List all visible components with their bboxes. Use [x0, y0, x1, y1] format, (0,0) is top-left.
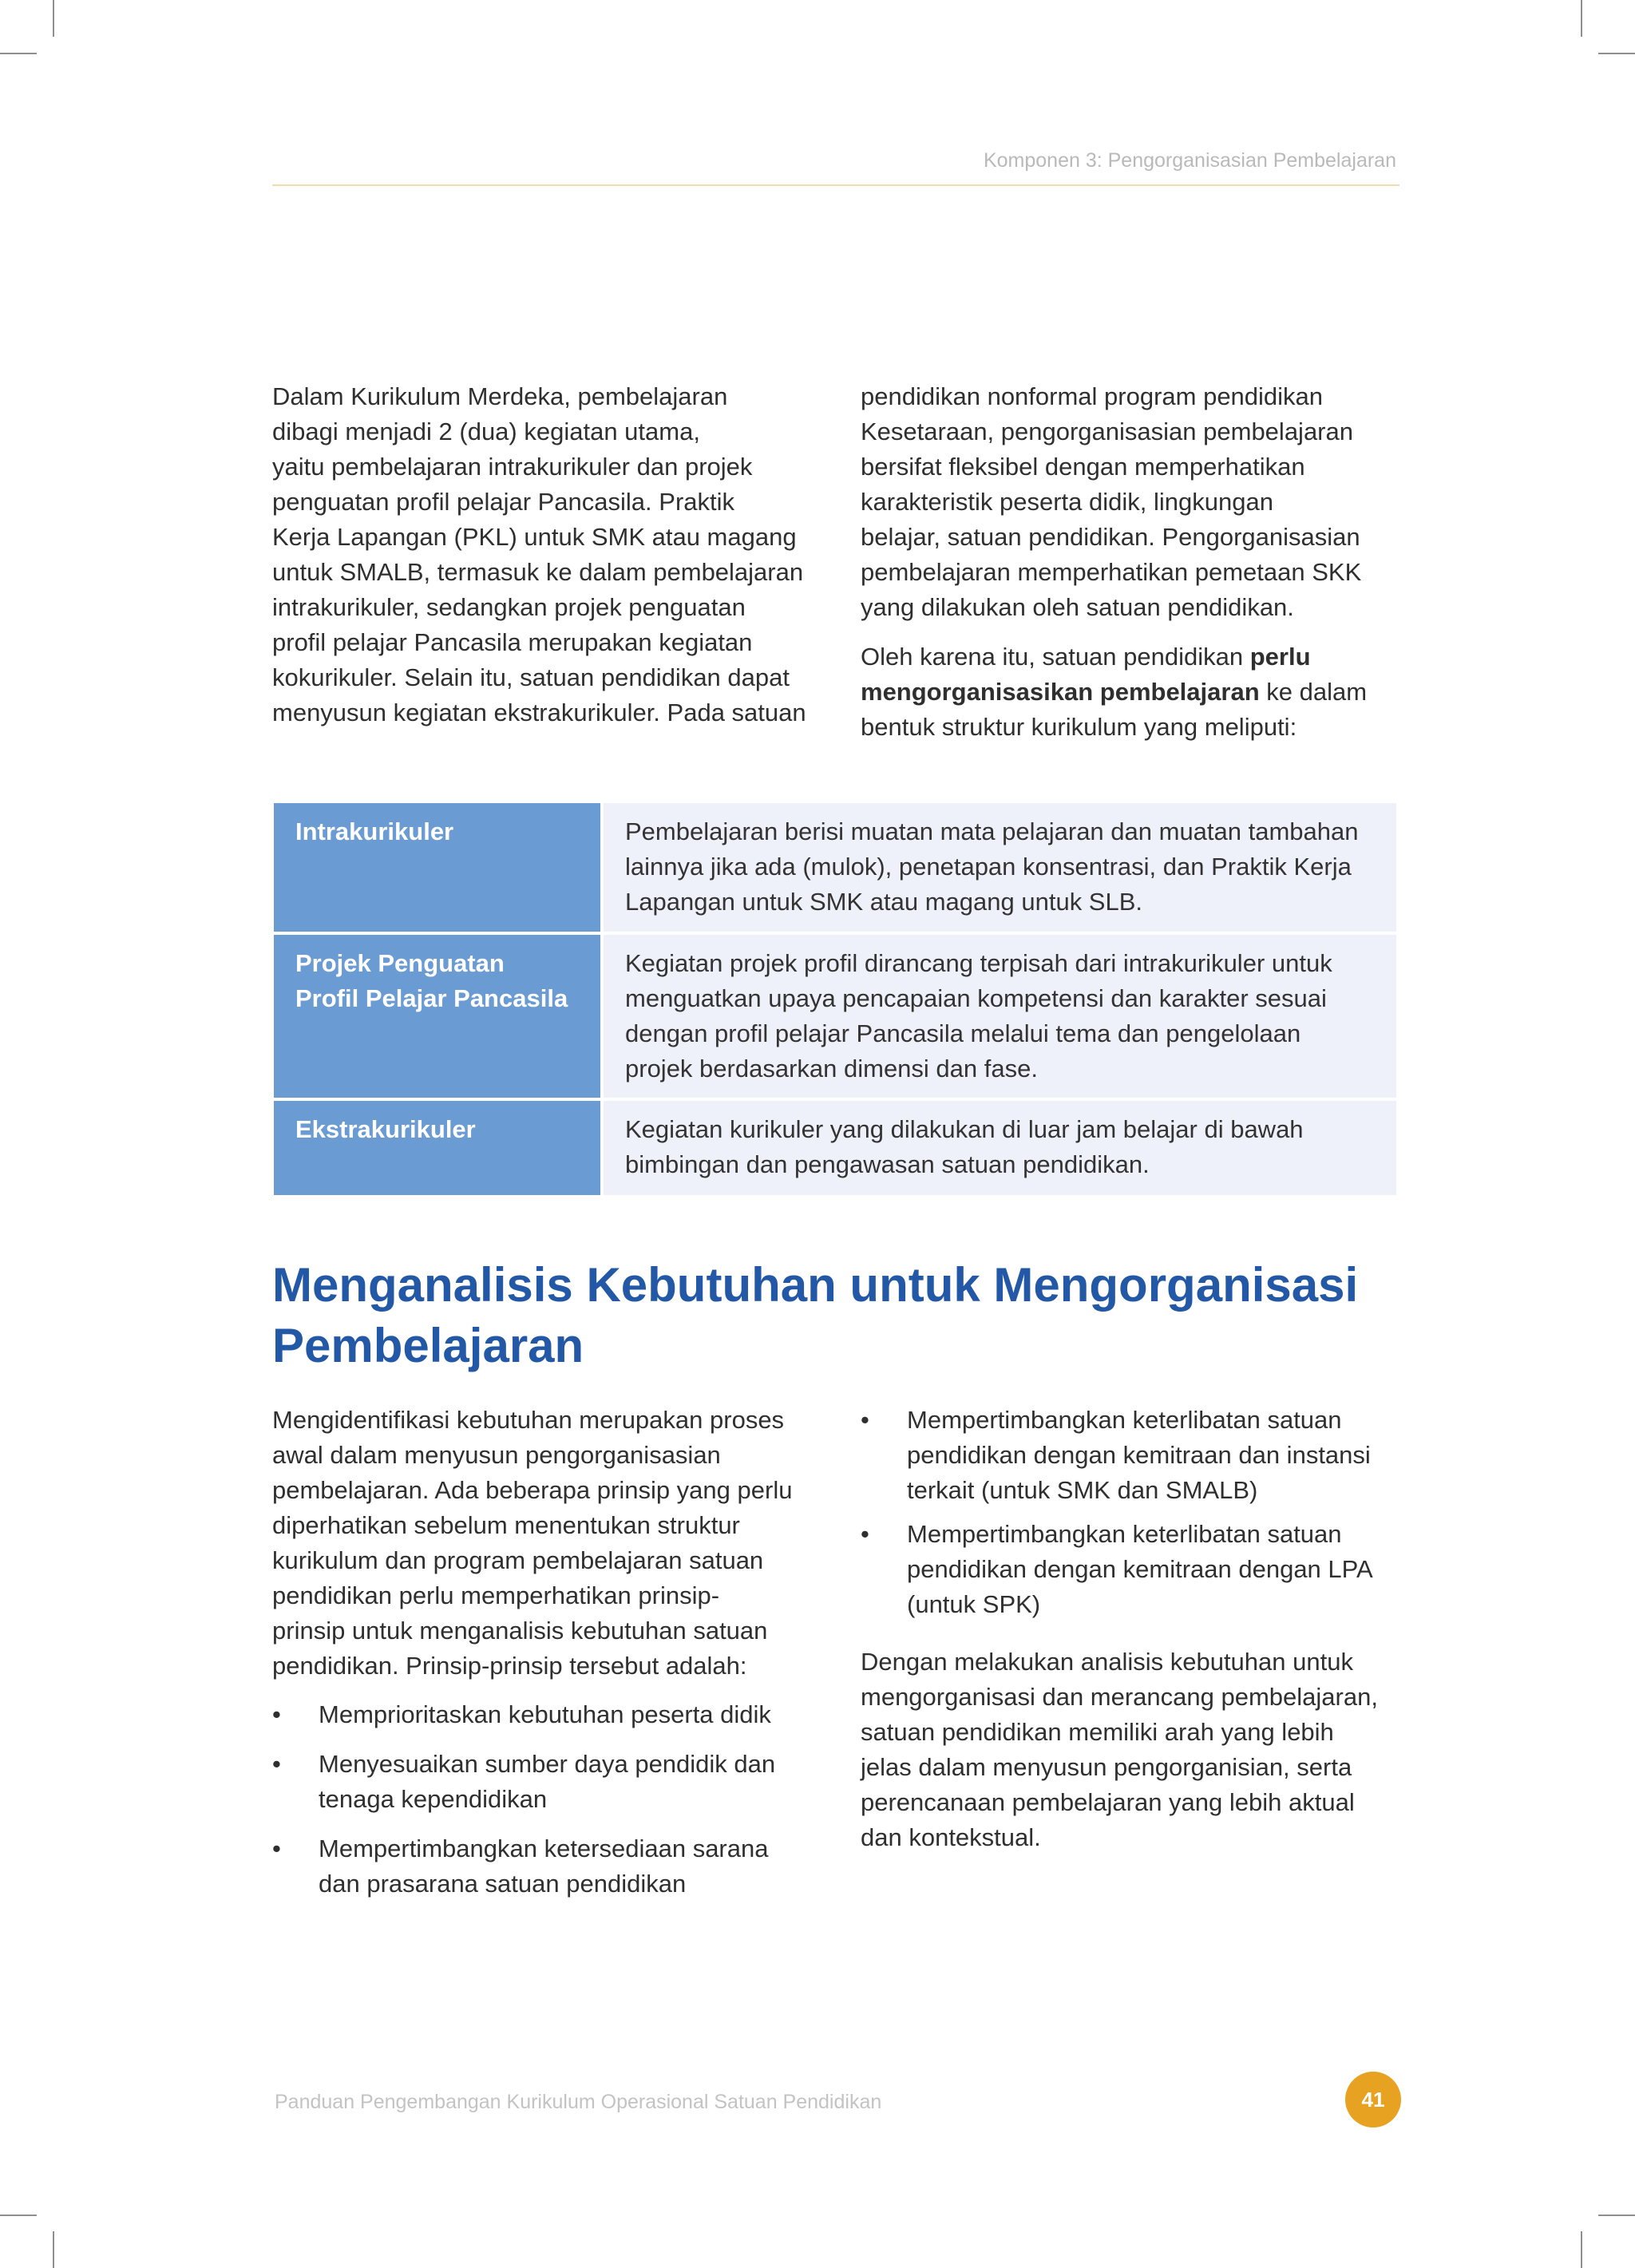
- table-row-label: [274, 803, 600, 932]
- crop-mark-top-right-horizontal: [1598, 53, 1635, 54]
- description-line: menguatkan upaya pencapaian kompetensi dan karakter sesuai: [625, 984, 1327, 1012]
- table-row-description: [604, 935, 1396, 1098]
- text-line: yang dilakukan oleh satuan pendidikan.: [861, 593, 1294, 621]
- text-line: Kesetaraan, pengorganisasian pembelajaran: [861, 418, 1353, 445]
- text-line: jelas dalam menyusun pengorganisian, serta: [861, 1753, 1352, 1781]
- principles-list: [272, 1697, 831, 1902]
- text-line: diperhatikan sebelum menentukan struktur: [272, 1511, 740, 1539]
- crop-mark-bottom-right-horizontal: [1598, 2215, 1635, 2216]
- text-line: pendidikan. Prinsip-prinsip tersebut adalah:: [272, 1652, 747, 1680]
- text-line: Mengidentifikasi kebutuhan merupakan proses: [272, 1406, 785, 1434]
- running-header-title: Komponen 3: Pengorganisasian Pembelajaran: [983, 149, 1396, 172]
- text-line: [861, 639, 1399, 675]
- list-item-line: Menyesuaikan sumber daya pendidik dan: [319, 1750, 776, 1778]
- label-line: Projek Penguatan: [295, 949, 505, 977]
- list-item: [272, 1747, 831, 1817]
- bullet-icon: [861, 1403, 869, 1438]
- crop-mark-bottom-left-vertical: [53, 2231, 54, 2268]
- list-item-line: pendidikan dengan kemitraan dan instansi: [907, 1441, 1371, 1469]
- text-line: satuan pendidikan memiliki arah yang lebih: [861, 1718, 1334, 1746]
- text-line: profil pelajar Pancasila merupakan kegiatan: [272, 628, 753, 656]
- text-line: untuk SMALB, termasuk ke dalam pembelajaran: [272, 558, 804, 586]
- list-item-line: Memprioritaskan kebutuhan peserta didik: [319, 1700, 771, 1728]
- list-item-line: pendidikan dengan kemitraan dengan LPA: [907, 1555, 1373, 1583]
- intro-right-column: [861, 379, 1399, 745]
- list-item-line: dan prasarana satuan pendidikan: [319, 1870, 687, 1898]
- text-line: prinsip untuk menganalisis kebutuhan satuan: [272, 1617, 768, 1645]
- intro-left-column: [272, 379, 823, 730]
- text-line: perencanaan pembelajaran yang lebih aktual: [861, 1788, 1355, 1816]
- header-divider: [272, 184, 1399, 186]
- text-line: yaitu pembelajaran intrakurikuler dan projek: [272, 453, 753, 481]
- principles-list-continued: [861, 1403, 1399, 1622]
- text-line: bentuk struktur kurikulum yang meliputi:: [861, 713, 1297, 741]
- description-line: Kegiatan kurikuler yang dilakukan di luar jam belajar di bawah: [625, 1115, 1304, 1143]
- description-line: dengan profil pelajar Pancasila melalui tema dan pengelolaan: [625, 1019, 1301, 1047]
- text-run: ke dalam: [1259, 678, 1368, 706]
- emphasis-text: perlu: [1249, 643, 1311, 671]
- section-paragraph: [272, 1403, 831, 1684]
- bullet-icon: [272, 1697, 281, 1732]
- description-line: Lapangan untuk SMK atau magang untuk SLB.: [625, 888, 1143, 916]
- section-closing-paragraph: [861, 1645, 1399, 1855]
- text-line: kokurikuler. Selain itu, satuan pendidikan dapat: [272, 663, 790, 691]
- text-line: pendidikan perlu memperhatikan prinsip-: [272, 1581, 720, 1609]
- table-row: [274, 935, 1396, 1098]
- section-left-column: [272, 1403, 831, 1902]
- text-line: dibagi menjadi 2 (dua) kegiatan utama,: [272, 418, 700, 445]
- list-item-line: tenaga kependidikan: [319, 1785, 548, 1813]
- table-row: [274, 1101, 1396, 1195]
- curriculum-structure-table: [274, 803, 1396, 1195]
- table-row-label: [274, 935, 600, 1098]
- description-line: Pembelajaran berisi muatan mata pelajaran dan muatan tambahan: [625, 817, 1359, 845]
- label-line: Profil Pelajar Pancasila: [295, 984, 568, 1012]
- label-line: Ekstrakurikuler: [295, 1115, 476, 1143]
- bullet-icon: [272, 1831, 281, 1866]
- heading-line: Menganalisis Kebutuhan untuk Mengorganisasi: [272, 1258, 1359, 1312]
- text-line: pendidikan nonformal program pendidikan: [861, 382, 1324, 410]
- crop-mark-bottom-right-vertical: [1581, 2231, 1582, 2268]
- heading-line: Pembelajaran: [272, 1319, 584, 1372]
- page-number-badge: 41: [1345, 2072, 1401, 2127]
- footer-book-title: Panduan Pengembangan Kurikulum Operasional Satuan Pendidikan: [275, 2091, 882, 2113]
- text-line: pembelajaran. Ada beberapa prinsip yang perlu: [272, 1476, 793, 1504]
- text-line: penguatan profil pelajar Pancasila. Praktik: [272, 488, 735, 516]
- list-item: [861, 1517, 1399, 1622]
- section-right-column: [861, 1403, 1399, 1855]
- text-line: Dalam Kurikulum Merdeka, pembelajaran: [272, 382, 728, 410]
- text-line: intrakurikuler, sedangkan projek penguatan: [272, 593, 746, 621]
- description-line: lainnya jika ada (mulok), penetapan konsentrasi, dan Praktik Kerja: [625, 853, 1352, 881]
- list-item-line: terkait (untuk SMK dan SMALB): [907, 1476, 1258, 1504]
- text-line: dan kontekstual.: [861, 1823, 1041, 1851]
- list-item-line: Mempertimbangkan keterlibatan satuan: [907, 1520, 1342, 1548]
- table-row-description: [604, 803, 1396, 932]
- text-line: belajar, satuan pendidikan. Pengorganisasian: [861, 523, 1360, 551]
- description-line: Kegiatan projek profil dirancang terpisah dari intrakurikuler untuk: [625, 949, 1332, 977]
- text-line: karakteristik peserta didik, lingkungan: [861, 488, 1273, 516]
- crop-mark-top-left-horizontal: [0, 53, 37, 54]
- text-line: [861, 675, 1399, 710]
- bullet-icon: [272, 1747, 281, 1782]
- text-line: awal dalam menyusun pengorganisasian: [272, 1441, 721, 1469]
- description-line: projek berdasarkan dimensi dan fase.: [625, 1055, 1038, 1083]
- list-item-line: (untuk SPK): [907, 1590, 1041, 1618]
- label-line: Intrakurikuler: [295, 817, 454, 845]
- description-line: bimbingan dan pengawasan satuan pendidikan.: [625, 1150, 1150, 1178]
- text-line: mengorganisasi dan merancang pembelajaran,: [861, 1683, 1378, 1711]
- list-item-line: Mempertimbangkan ketersediaan sarana: [319, 1835, 769, 1862]
- list-item: [272, 1697, 831, 1732]
- crop-mark-top-right-vertical: [1581, 0, 1582, 37]
- table-row-description: [604, 1101, 1396, 1195]
- text-line: bersifat fleksibel dengan memperhatikan: [861, 453, 1305, 481]
- section-heading: [272, 1255, 1399, 1376]
- table-row: [274, 803, 1396, 932]
- list-item: [272, 1831, 831, 1902]
- crop-mark-top-left-vertical: [53, 0, 54, 37]
- text-line: kurikulum dan program pembelajaran satuan: [272, 1546, 764, 1574]
- bullet-icon: [861, 1517, 869, 1552]
- crop-mark-bottom-left-horizontal: [0, 2215, 37, 2216]
- list-item-line: Mempertimbangkan keterlibatan satuan: [907, 1406, 1342, 1434]
- list-item: [861, 1403, 1399, 1508]
- text-line: Kerja Lapangan (PKL) untuk SMK atau magang: [272, 523, 797, 551]
- text-run: Oleh karena itu, satuan pendidikan: [861, 643, 1250, 671]
- intro-conclusion-paragraph: [861, 639, 1399, 745]
- text-line: menyusun kegiatan ekstrakurikuler. Pada satuan: [272, 699, 806, 726]
- table-row-label: [274, 1101, 600, 1195]
- intro-paragraph-continued: [861, 379, 1399, 625]
- text-line: Dengan melakukan analisis kebutuhan untuk: [861, 1648, 1353, 1676]
- text-line: pembelajaran memperhatikan pemetaan SKK: [861, 558, 1362, 586]
- emphasis-text: mengorganisasikan pembelajaran: [861, 678, 1260, 706]
- intro-paragraph: [272, 379, 823, 730]
